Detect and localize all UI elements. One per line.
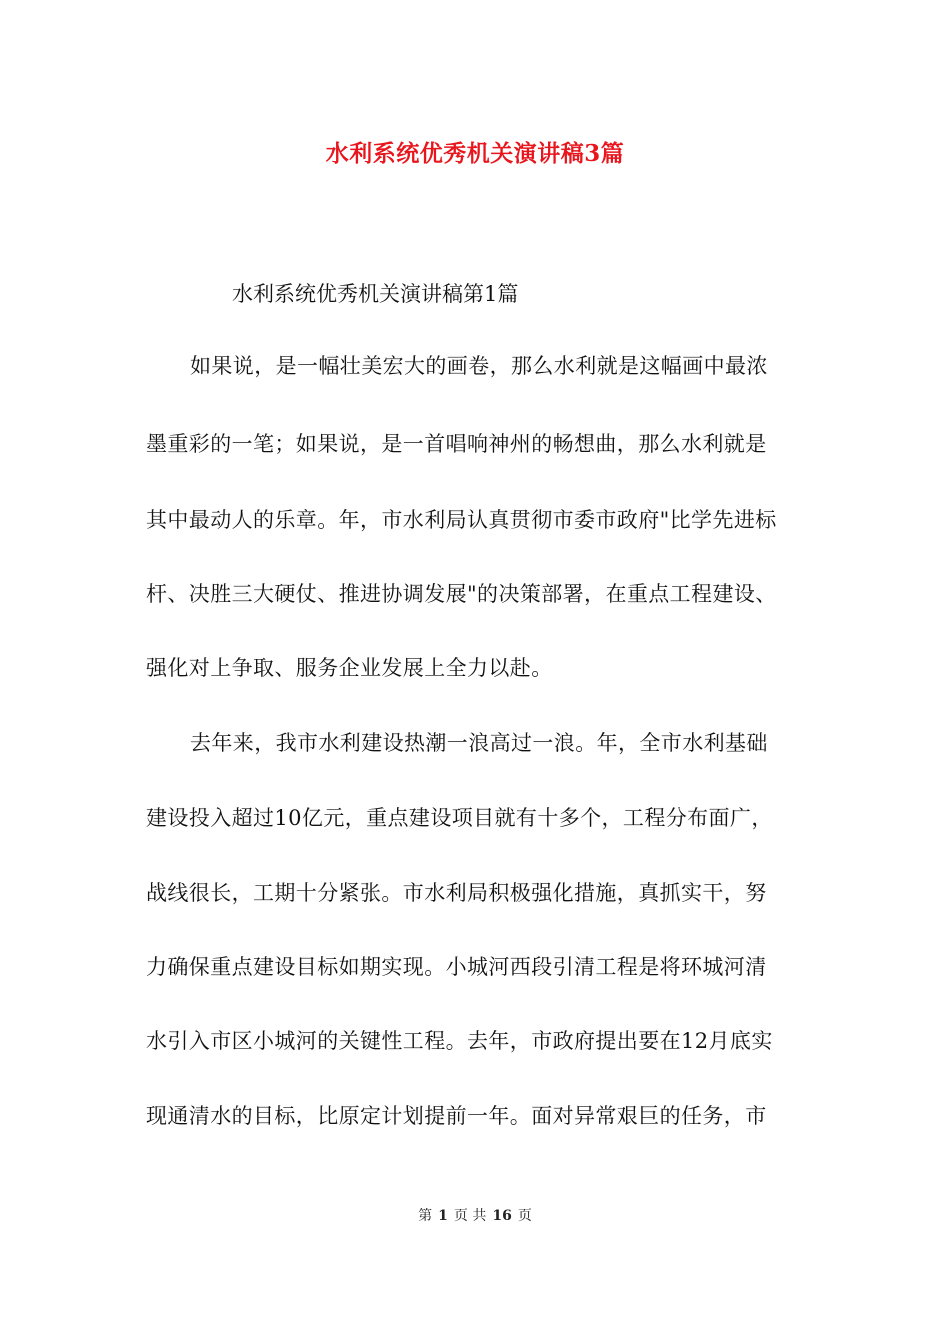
paragraph-line: 杆、决胜三大硬仗、推进协调发展"的决策部署，在重点工程建设、 <box>146 582 777 606</box>
paragraph-line: 墨重彩的一笔；如果说，是一首唱响神州的畅想曲，那么水利就是 <box>146 432 767 456</box>
paragraph-line: 力确保重点建设目标如期实现。小城河西段引清工程是将环城河清 <box>146 955 767 979</box>
paragraph-line: 如果说，是一幅壮美宏大的画卷，那么水利就是这幅画中最浓 <box>190 354 768 378</box>
current-page-number: 1 <box>438 1208 448 1224</box>
total-page-count: 16 <box>492 1208 512 1224</box>
section-heading: 水利系统优秀机关演讲稿第1篇 <box>232 282 519 306</box>
footer-suffix: 页 <box>517 1208 532 1224</box>
page-footer <box>0 1206 950 1226</box>
paragraph-line: 现通清水的目标，比原定计划提前一年。面对异常艰巨的任务，市 <box>146 1104 767 1128</box>
paragraph-line: 建设投入超过10亿元，重点建设项目就有十多个，工程分布面广， <box>146 806 773 830</box>
paragraph-line: 强化对上争取、服务企业发展上全力以赴。 <box>146 656 553 680</box>
paragraph-line: 去年来，我市水利建设热潮一浪高过一浪。年，全市水利基础 <box>190 731 768 755</box>
paragraph-line: 水引入市区小城河的关键性工程。去年，市政府提出要在12月底实 <box>146 1029 773 1053</box>
footer-prefix: 第 <box>418 1208 433 1224</box>
footer-middle: 页 共 <box>453 1208 487 1224</box>
paragraph-line: 其中最动人的乐章。年，市水利局认真贯彻市委市政府"比学先进标 <box>146 508 777 532</box>
document-title: 水利系统优秀机关演讲稿3篇 <box>325 140 625 167</box>
paragraph-line: 战线很长，工期十分紧张。市水利局积极强化措施，真抓实干，努 <box>146 881 767 905</box>
